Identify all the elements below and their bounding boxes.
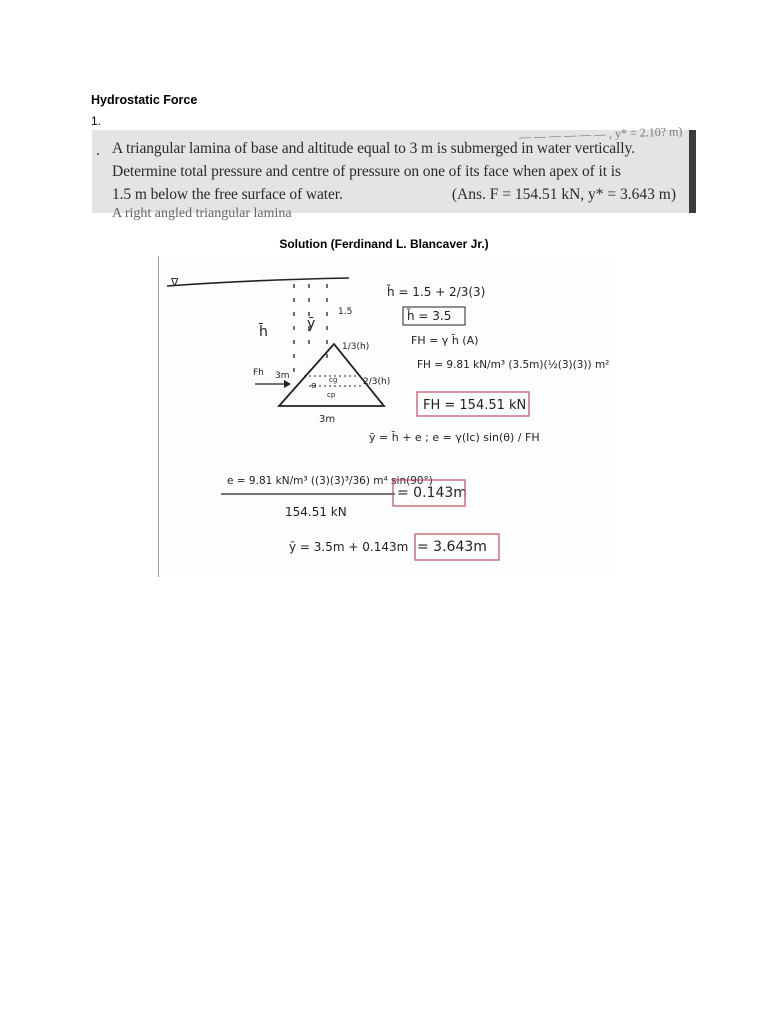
- fh-arrowhead: [284, 380, 291, 388]
- two-thirds-label: 2/3(h): [363, 377, 391, 387]
- bullet-mark: .: [96, 142, 100, 159]
- solution-heading: Solution (Ferdinand L. Blancaver Jr.): [279, 237, 489, 251]
- side-label: 3m: [275, 371, 290, 381]
- one-third-label: 1/3(h): [342, 342, 370, 352]
- problem-line-2: Determine total pressure and centre of pressure on one of its face when apex of it is: [112, 163, 621, 180]
- cropped-next-line: A right angled triangular lamina: [112, 206, 292, 221]
- problem-answer: (Ans. F = 154.51 kN, y* = 3.643 m): [451, 186, 676, 203]
- cropped-previous-line: — — — — — — , y* = 2.10? m): [518, 124, 683, 144]
- free-surface-line: [167, 278, 349, 286]
- scan-edge: [689, 130, 696, 213]
- document-title: Hydrostatic Force: [91, 93, 198, 107]
- e-label: e: [311, 381, 317, 391]
- fh-substitution: FH = 9.81 kN/m³ (3.5m)(½(3)(3)) m²: [417, 359, 610, 371]
- depth-label: 1.5: [338, 307, 353, 317]
- hbar-label: h̄: [259, 324, 268, 340]
- handwritten-solution-drawing: [159, 256, 610, 577]
- e-denominator: 154.51 kN: [285, 505, 347, 519]
- hbar-definition: h̄ = 1.5 + 2/3(3): [387, 285, 486, 299]
- e-numerator: e = 9.81 kN/m³ ((3)(3)³/36) m⁴ sin(90°): [227, 475, 433, 487]
- cp-label: cp: [327, 391, 336, 399]
- free-surface-symbol: ∇: [171, 276, 179, 289]
- ybar-formula: ȳ = h̄ + e ; e = γ(Ic) sin(θ) / FH: [369, 431, 540, 444]
- fh-label: Fh: [253, 368, 264, 378]
- problem-line-3: 1.5 m below the free surface of water.: [112, 186, 343, 203]
- problem-statement-scan: [92, 124, 696, 221]
- fh-formula: FH = γ h̄ (A): [411, 334, 479, 347]
- problem-number: 1.: [91, 114, 102, 128]
- ybar-result: = 3.643m: [417, 539, 487, 555]
- ybar-label: ȳ: [307, 316, 316, 332]
- handwritten-solution-image: [158, 256, 610, 577]
- hbar-value: h̄ = 3.5: [407, 309, 452, 323]
- fh-result: FH = 154.51 kN: [423, 398, 527, 413]
- cg-label: cg: [329, 376, 338, 384]
- base-label: 3m: [319, 414, 336, 425]
- e-result: = 0.143m: [397, 485, 467, 501]
- ybar-sum: ȳ = 3.5m + 0.143m: [289, 540, 409, 554]
- problem-line-1: A triangular lamina of base and altitude equal to 3 m is submerged in water vertically.: [112, 140, 635, 157]
